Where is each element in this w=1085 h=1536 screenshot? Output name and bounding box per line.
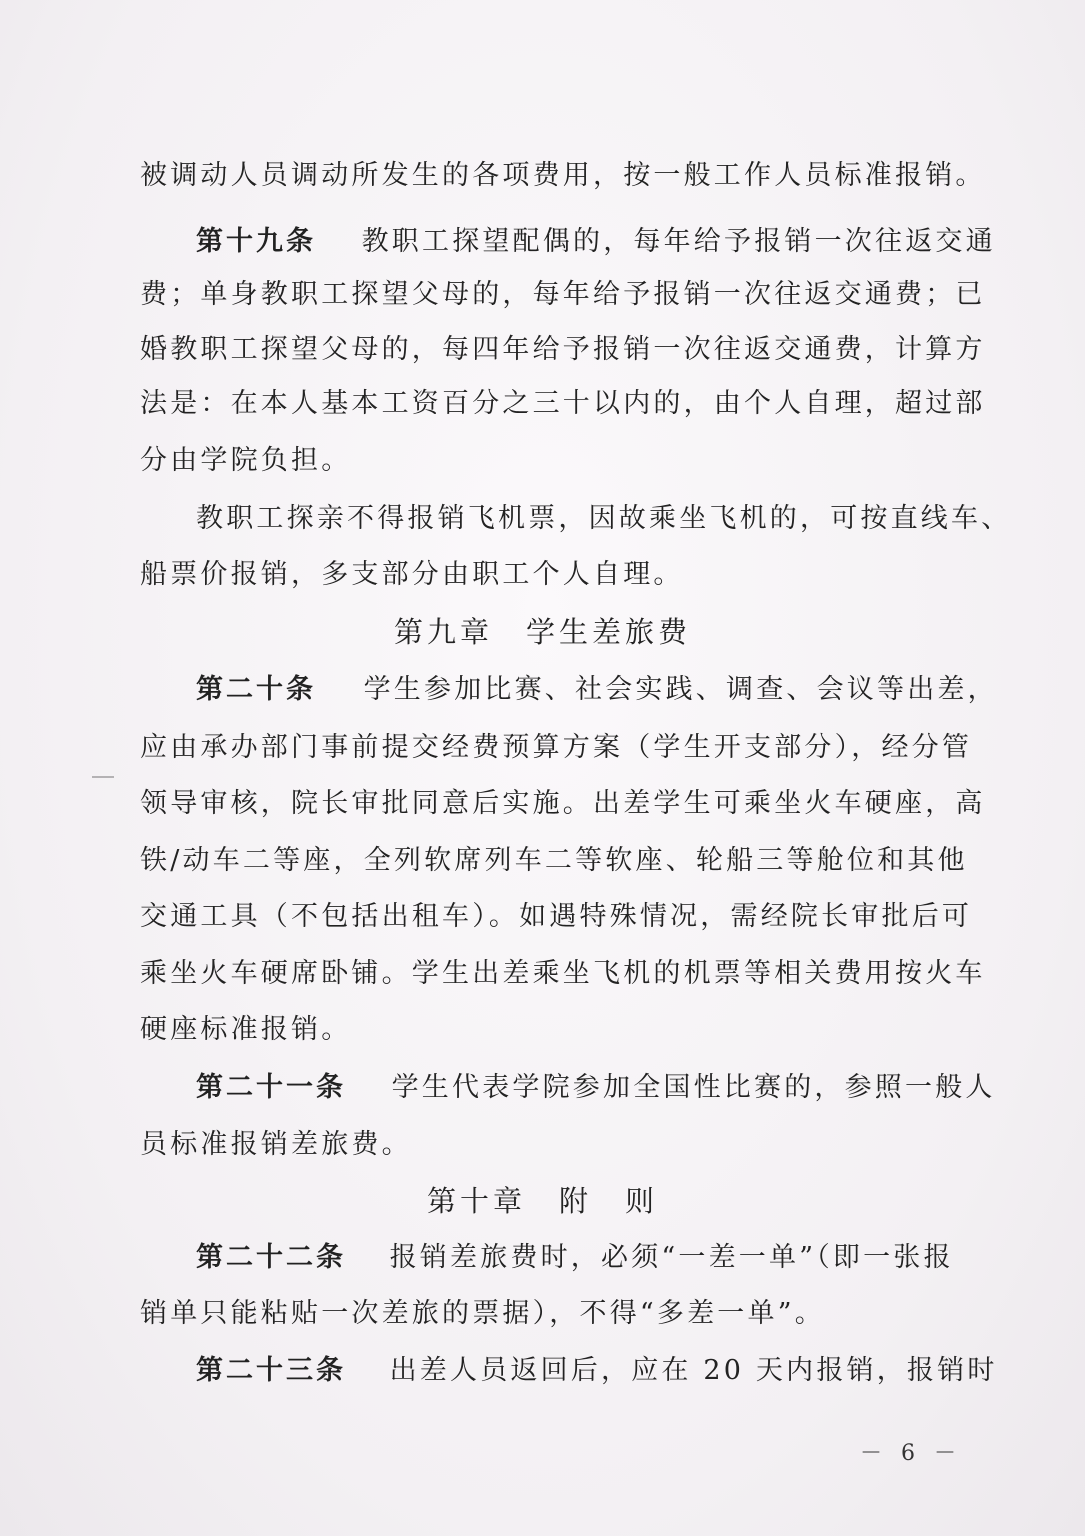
body-line: 被调动人员调动所发生的各项费用，按一般工作人员标准报销。 [140,160,986,191]
article-23-text: 出差人员返回后，应在 20 天内报销，报销时 [389,1355,998,1386]
article-22-label: 第二十二条 [196,1242,346,1273]
body-line: 员标准报销差旅费。 [140,1129,412,1160]
body-line: 分由学院负担。 [140,445,352,476]
article-22-paragraph [196,1238,956,1278]
body-line: 教职工探亲不得报销飞机票，因故乘坐飞机的，可按直线车、 [196,503,1012,534]
article-22-text: 报销差旅费时，必须“一差一单”（即一张报 [389,1242,954,1273]
body-line: 应由承办部门事前提交经费预算方案（学生开支部分），经分管 [140,732,973,763]
article-21-paragraph [196,1068,996,1108]
article-20-label: 第二十条 [196,674,316,705]
body-line: 铁/动车二等座，全列软席列车二等软座、轮船三等舱位和其他 [140,845,968,876]
chapter-10-heading: 第十章 附 则 [426,1184,658,1218]
article-20-paragraph [196,670,998,710]
article-19-paragraph [196,222,996,262]
article-20-text: 学生参加比赛、社会实践、调查、会议等出差， [363,674,998,705]
body-line: 销单只能粘贴一次差旅的票据），不得“多差一单”。 [140,1298,825,1329]
body-line: 法是：在本人基本工资百分之三十以内的，由个人自理，超过部 [140,388,986,419]
body-line: 婚教职工探望父母的，每四年给予报销一次往返交通费，计算方 [140,334,986,365]
chapter-9-heading: 第九章 学生差旅费 [393,615,691,649]
article-23-paragraph [196,1351,998,1391]
body-line: 乘坐火车硬席卧铺。学生出差乘坐飞机的机票等相关费用按火车 [140,958,986,989]
scan-mark [92,776,114,778]
body-line: 船票价报销，多支部分由职工个人自理。 [140,559,684,590]
body-line: 交通工具（不包括出租车）。如遇特殊情况，需经院长审批后可 [140,901,973,932]
article-21-label: 第二十一条 [196,1072,346,1103]
body-line: 硬座标准报销。 [140,1014,352,1045]
body-line: 费；单身教职工探望父母的，每年给予报销一次往返交通费；已 [140,279,986,310]
article-19-label: 第十九条 [196,226,316,257]
article-19-text: 教职工探望配偶的，每年给予报销一次往返交通 [361,226,996,257]
page-number: － 6 － [860,1441,962,1466]
article-21-text: 学生代表学院参加全国性比赛的，参照一般人 [391,1072,996,1103]
article-23-label: 第二十三条 [196,1355,346,1386]
body-line: 领导审核，院长审批同意后实施。出差学生可乘坐火车硬座，高 [140,788,986,819]
